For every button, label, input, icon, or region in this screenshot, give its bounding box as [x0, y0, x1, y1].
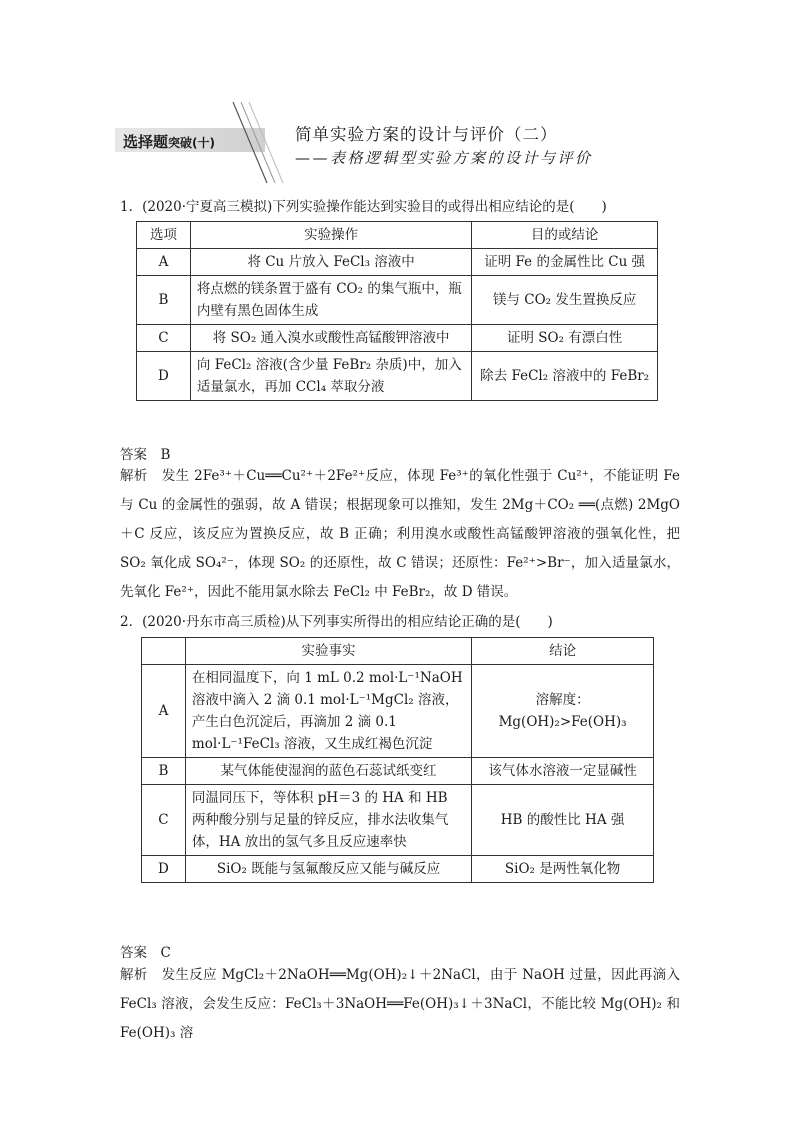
question-2-answer — [120, 941, 171, 961]
conclusion-cell: 证明 SO₂ 有漂白性 — [472, 325, 658, 352]
question-1-analysis — [120, 462, 680, 607]
option-label: C — [142, 785, 186, 856]
option-label: D — [142, 856, 186, 883]
fact-cell: 同温同压下，等体积 pH＝3 的 HA 和 HB 两种酸分别与足量的锌反应，排水法收集气体，HA 放出的氢气多且反应速率快 — [185, 785, 471, 856]
table-header: 实验事实 — [185, 638, 471, 665]
table-header: 选项 — [137, 222, 191, 249]
operation-cell: 将 Cu 片放入 FeCl₃ 溶液中 — [190, 249, 471, 276]
question-1-stem: 1．(2020·宁夏高三模拟)下列实验操作能达到实验目的或得出相应结论的是( ) — [120, 199, 607, 215]
conclusion-cell: SiO₂ 是两性氧化物 — [472, 856, 654, 883]
conclusion-cell: 溶解度：Mg(OH)₂>Fe(OH)₃ — [472, 665, 654, 758]
conclusion-cell: 镁与 CO₂ 发生置换反应 — [472, 276, 658, 325]
fact-cell: 在相同温度下，向 1 mL 0.2 mol·L⁻¹NaOH 溶液中滴入 2 滴 0.1 mol·L⁻¹MgCl₂ 溶液，产生白色沉淀后，再滴加 2 滴 0.1 mol·L⁻¹FeCl₃ 溶液，又生成红褐色沉淀 — [185, 665, 471, 758]
option-label: B — [137, 276, 191, 325]
table-row — [137, 276, 658, 325]
section-header — [115, 95, 675, 190]
question-2-table — [141, 637, 654, 883]
table-row — [137, 325, 658, 352]
operation-cell: 将点燃的镁条置于盛有 CO₂ 的集气瓶中，瓶内壁有黑色固体生成 — [190, 276, 471, 325]
analysis-label: 解析 — [120, 967, 148, 983]
table-header: 实验操作 — [190, 222, 471, 249]
operation-cell: 向 FeCl₂ 溶液(含少量 FeBr₂ 杂质)中，加入适量氯水，再加 CCl₄ 萃取分液 — [190, 352, 471, 401]
header-slash-decoration — [225, 100, 285, 185]
question-2-analysis — [120, 961, 680, 1048]
conclusion-cell: 除去 FeCl₂ 溶液中的 FeBr₂ — [472, 352, 658, 401]
question-1-table — [136, 221, 658, 401]
table-row — [142, 665, 654, 758]
answer-value: C — [160, 945, 171, 961]
table-header: 结论 — [472, 638, 654, 665]
answer-label: 答案 — [120, 447, 147, 463]
section-label-small: 突破(十) — [168, 136, 215, 150]
fact-cell: 某气体能使湿润的蓝色石蕊试纸变红 — [185, 758, 471, 785]
question-2-stem: 2．(2020·丹东市高三质检)从下列事实所得出的相应结论正确的是( ) — [120, 614, 553, 630]
analysis-text: 发生反应 MgCl₂＋2NaOH══Mg(OH)₂↓＋2NaCl，由于 NaOH 过量，因此再滴入 FeCl₃ 溶液，会发生反应：FeCl₃＋3NaOH══Fe(OH)₃↓＋3NaCl，不能比较 Mg(OH)₂ 和 Fe(OH)₃ 溶 — [120, 967, 681, 1041]
table-header-row — [142, 638, 654, 665]
option-label: D — [137, 352, 191, 401]
conclusion-cell: HB 的酸性比 HA 强 — [472, 785, 654, 856]
analysis-label: 解析 — [120, 468, 148, 484]
table-header: 目的或结论 — [472, 222, 658, 249]
table-row — [142, 758, 654, 785]
table-header — [142, 638, 186, 665]
section-label-main: 选择题 — [123, 133, 169, 151]
page-subtitle: ——表格逻辑型实验方案的设计与评价 — [295, 149, 593, 167]
operation-cell: 将 SO₂ 通入溴水或酸性高锰酸钾溶液中 — [190, 325, 471, 352]
analysis-text: 发生 2Fe³⁺＋Cu══Cu²⁺＋2Fe²⁺反应，体现 Fe³⁺的氧化性强于 Cu²⁺，不能证明 Fe 与 Cu 的金属性的强弱，故 A 错误；根据现象可以推知，发生 2Mg＋CO₂ ══(点燃) 2MgO＋C 反应，该反应为置换反应，故 B 正确；利用溴水或酸性高锰酸钾溶液的强氧化性，把 SO₂ 氧化成 SO₄²⁻，体现 SO₂ 的还原性，故 C 错误；还原性：Fe²⁺>Br⁻，加入适量氯水，先氧化 Fe²⁺，因此不能用氯水除去 FeCl₂ 中 FeBr₂，故 D 错误。 — [120, 468, 681, 600]
option-label: A — [137, 249, 191, 276]
answer-value: B — [160, 447, 171, 463]
answer-label: 答案 — [120, 945, 147, 961]
fact-cell: SiO₂ 既能与氢氟酸反应又能与碱反应 — [185, 856, 471, 883]
table-row — [137, 249, 658, 276]
option-label: B — [142, 758, 186, 785]
option-label: C — [137, 325, 191, 352]
option-label: A — [142, 665, 186, 758]
conclusion-cell: 证明 Fe 的金属性比 Cu 强 — [472, 249, 658, 276]
question-1-answer — [120, 443, 170, 463]
table-row — [142, 856, 654, 883]
conclusion-cell: 该气体水溶液一定显碱性 — [472, 758, 654, 785]
table-header-row — [137, 222, 658, 249]
section-label — [123, 131, 215, 152]
table-row — [142, 785, 654, 856]
page-title: 简单实验方案的设计与评价（二） — [295, 125, 558, 144]
table-row — [137, 352, 658, 401]
